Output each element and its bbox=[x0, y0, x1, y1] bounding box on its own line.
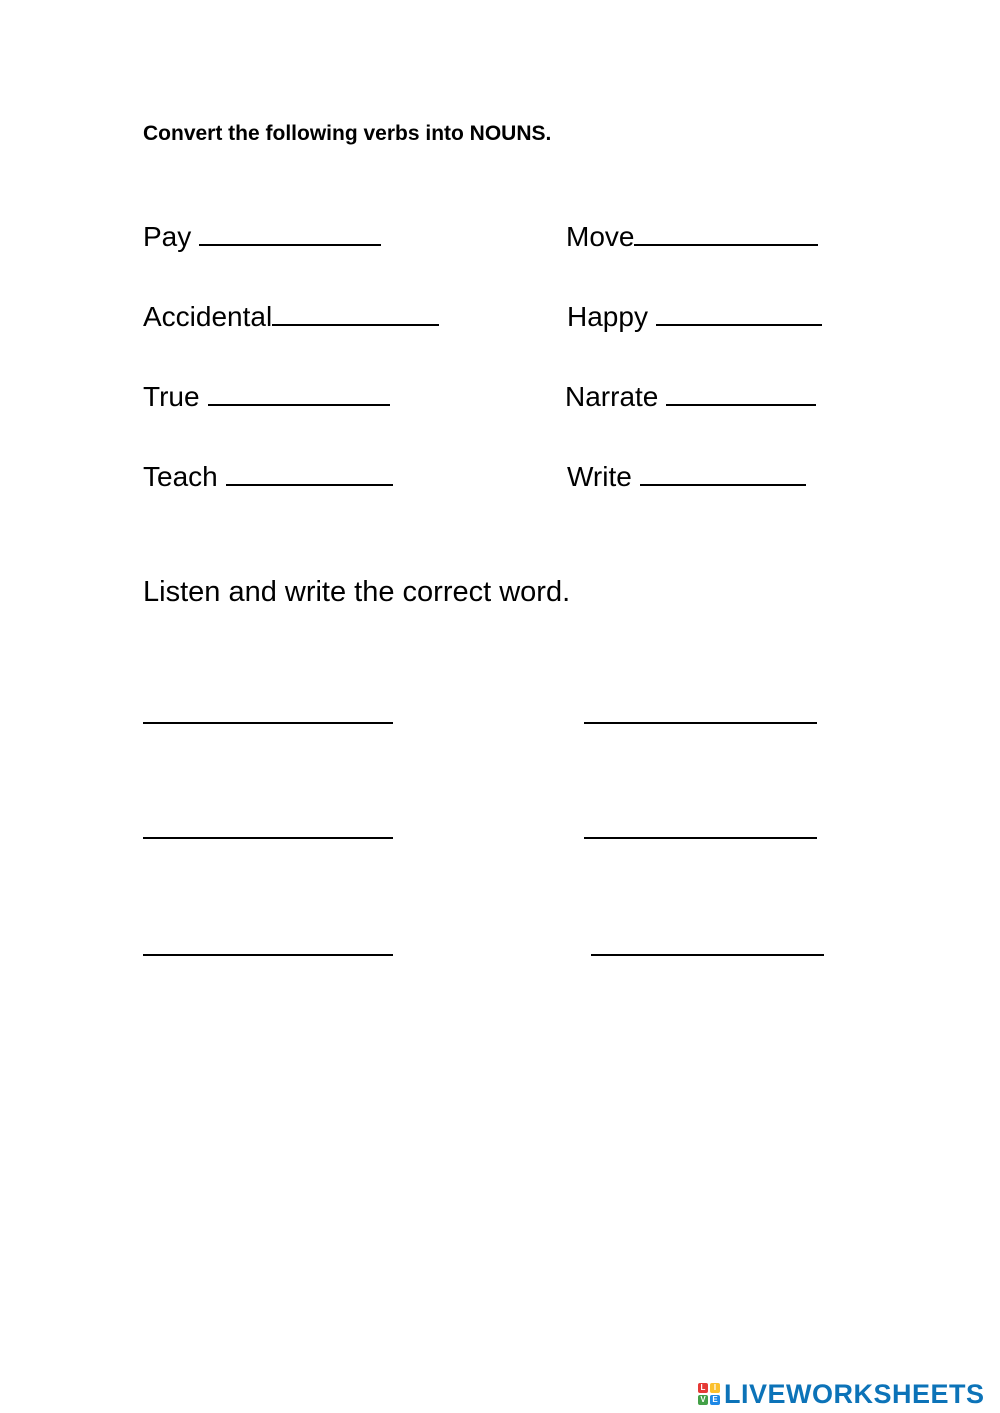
word-label: Teach bbox=[143, 461, 218, 492]
word-item-teach bbox=[143, 460, 393, 494]
logo-tile: E bbox=[710, 1395, 720, 1405]
liveworksheets-logo bbox=[698, 1378, 985, 1410]
word-item-write bbox=[567, 460, 806, 494]
answer-blank[interactable] bbox=[272, 300, 439, 326]
liveworksheets-logo-icon bbox=[698, 1383, 720, 1405]
listening-answer-line[interactable] bbox=[143, 837, 393, 839]
word-item-true bbox=[143, 380, 390, 414]
logo-tile: I bbox=[710, 1383, 720, 1393]
word-label: Narrate bbox=[565, 381, 659, 412]
word-label: Accidental bbox=[143, 301, 273, 332]
logo-tile: V bbox=[698, 1395, 708, 1405]
word-item-happy bbox=[567, 300, 822, 334]
word-label: Write bbox=[567, 461, 632, 492]
answer-blank[interactable] bbox=[656, 300, 822, 326]
word-item-move bbox=[566, 220, 818, 254]
word-item-pay bbox=[143, 220, 381, 254]
word-label: Pay bbox=[143, 221, 192, 252]
worksheet-instruction: Convert the following verbs into NOUNS. bbox=[143, 122, 552, 145]
answer-blank[interactable] bbox=[208, 380, 390, 406]
word-label: Happy bbox=[567, 301, 648, 332]
answer-blank[interactable] bbox=[634, 220, 818, 246]
listening-instruction: Listen and write the correct word. bbox=[143, 576, 571, 608]
answer-blank[interactable] bbox=[199, 220, 381, 246]
word-item-narrate bbox=[565, 380, 816, 414]
listening-answer-line[interactable] bbox=[591, 954, 824, 956]
listening-answer-line[interactable] bbox=[143, 722, 393, 724]
logo-text: LIVEWORKSHEETS bbox=[724, 1378, 985, 1409]
answer-blank[interactable] bbox=[666, 380, 816, 406]
listening-answer-line[interactable] bbox=[584, 722, 817, 724]
answer-blank[interactable] bbox=[226, 460, 393, 486]
listening-answer-line[interactable] bbox=[143, 954, 393, 956]
word-label: Move bbox=[566, 221, 635, 252]
word-item-accidental bbox=[143, 300, 439, 334]
logo-tile: L bbox=[698, 1383, 708, 1393]
answer-blank[interactable] bbox=[640, 460, 806, 486]
listening-answer-line[interactable] bbox=[584, 837, 817, 839]
word-label: True bbox=[143, 381, 200, 412]
